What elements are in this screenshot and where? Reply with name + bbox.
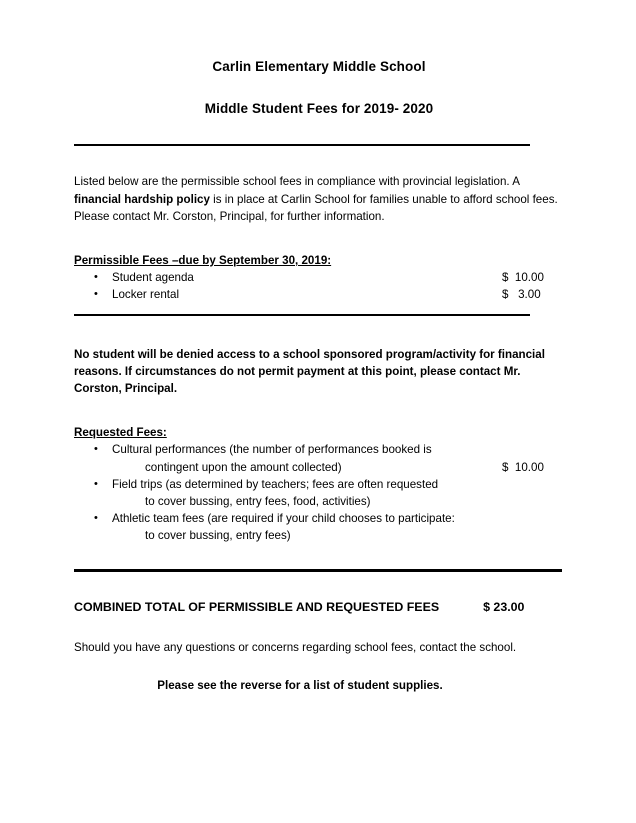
combined-total-label: COMBINED TOTAL OF PERMISSIBLE AND REQUESTED FEES xyxy=(74,599,440,614)
reverse-side-note: Please see the reverse for a list of student supplies. xyxy=(157,678,443,692)
bullet-icon: • xyxy=(94,477,98,490)
fee-label: Student agenda xyxy=(112,271,194,285)
fee-row xyxy=(112,269,564,286)
intro-text-after: is in place at Carlin School for families unable to afford school fees. Please contact Mr. Corston, Principal, for further information. xyxy=(74,192,558,223)
notice-paragraph: No student will be denied access to a school sponsored program/activity for financial reasons. If circumstances do not permit payment at this point, please contact Mr. Corston, Principal. xyxy=(74,347,545,395)
combined-total-price: $ 23.00 xyxy=(483,599,525,614)
fee-label: Locker rental xyxy=(112,288,180,302)
page-subtitle: Middle Student Fees for 2019- 2020 xyxy=(204,101,434,117)
fee-row xyxy=(112,286,564,303)
bullet-icon: • xyxy=(94,288,98,301)
permissible-fees-list xyxy=(74,269,564,303)
page-title: Carlin Elementary Middle School xyxy=(212,59,426,74)
fee-continuation-label: contingent upon the amount collected) xyxy=(145,460,342,474)
list-item xyxy=(74,286,564,303)
fee-continuation xyxy=(74,527,564,544)
bullet-icon: • xyxy=(94,271,98,284)
list-item xyxy=(74,441,564,458)
bullet-icon: • xyxy=(94,443,98,456)
list-item xyxy=(74,510,564,527)
requested-fees-list xyxy=(74,441,564,544)
bullet-icon: • xyxy=(94,512,98,525)
combined-total-row xyxy=(74,600,564,614)
fee-continuation xyxy=(74,493,564,510)
requested-fees-heading: Requested Fees: xyxy=(74,426,167,440)
intro-paragraph xyxy=(74,173,564,225)
fee-continuation xyxy=(74,459,564,476)
intro-bold-phrase: financial hardship policy xyxy=(74,192,210,206)
closing-paragraph: Should you have any questions or concerns regarding school fees, contact the school. xyxy=(74,640,517,654)
divider-top xyxy=(74,144,530,146)
intro-text-before: Listed below are the permissible school fees in compliance with provincial legislation. A xyxy=(74,175,520,189)
document-content xyxy=(74,0,564,694)
fee-price: $ 10.00 xyxy=(502,271,544,285)
list-item xyxy=(74,269,564,286)
list-item xyxy=(74,476,564,493)
permissible-fees-heading: Permissible Fees –due by September 30, 2019: xyxy=(74,253,332,267)
fee-continuation-label: to cover bussing, entry fees, food, activities) xyxy=(145,495,371,509)
fee-row xyxy=(145,459,564,476)
fee-label: Athletic team fees (are required if your child chooses to participate: xyxy=(112,512,455,526)
fee-label: Field trips (as determined by teachers; fees are often requested xyxy=(112,477,439,491)
divider-bottom xyxy=(74,569,562,572)
fee-continuation-label: to cover bussing, entry fees) xyxy=(145,529,291,543)
divider-middle xyxy=(74,314,530,316)
title-block xyxy=(74,0,564,117)
fee-price: $ 3.00 xyxy=(502,288,541,302)
fee-label: Cultural performances (the number of performances booked is xyxy=(112,443,432,457)
fee-price: $ 10.00 xyxy=(502,460,544,474)
